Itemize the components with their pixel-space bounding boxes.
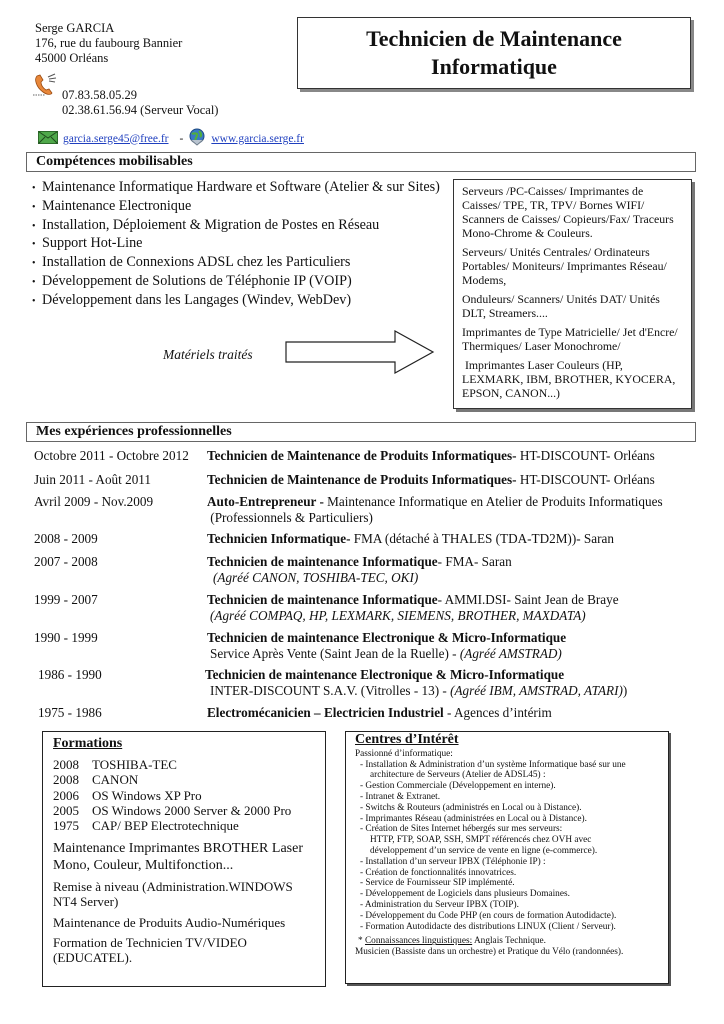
materiel-group: Imprimantes de Type Matricielle/ Jet d'Encre/ Thermiques/ Laser Monochrome/ bbox=[462, 325, 678, 353]
skill-item: • Support Hot-Line bbox=[32, 235, 143, 252]
experience-row bbox=[38, 705, 552, 721]
experience-title: Technicien de maintenance Electronique & Micro-Informatique bbox=[207, 630, 567, 645]
skill-item: • Installation de Connexions ADSL chez les Particuliers bbox=[32, 254, 351, 271]
links-row bbox=[38, 128, 304, 149]
job-title-box bbox=[297, 17, 691, 89]
formation-paragraph: Formation de Technicien TV/VIDEO (EDUCATEL). bbox=[53, 934, 247, 966]
skill-item: • Installation, Déploiement & Migration de Postes en Réseau bbox=[32, 216, 380, 233]
interet-item: - Création de Sites Internet hébergés sur mes serveurs: bbox=[360, 824, 563, 835]
formation-row: 2008 CANON bbox=[53, 772, 139, 788]
skill-item: • Développement dans les Langages (Windev, WebDev) bbox=[32, 291, 352, 308]
languages-value: Anglais Technique. bbox=[472, 936, 546, 947]
job-title-line1: Technicien de Maintenance bbox=[366, 26, 622, 51]
arrow-right-icon bbox=[285, 330, 435, 379]
experience-detail: - Agences d’intérim bbox=[443, 705, 552, 720]
hobbies-line: Musicien (Bassiste dans un orchestre) et Pratique du Vélo (randonnées). bbox=[355, 947, 624, 958]
interet-item: - Administration du Serveur IPBX (TOIP). bbox=[360, 899, 519, 910]
interets-intro: Passionné d’informatique: bbox=[355, 748, 453, 759]
experience-title: Electromécanicien – Electricien Industriel bbox=[207, 705, 444, 720]
phone-icon bbox=[33, 73, 59, 102]
globe-icon bbox=[188, 128, 206, 149]
phone-mobile: 07.83.58.05.29 bbox=[62, 88, 137, 102]
languages-label: Connaissances linguistiques: bbox=[364, 936, 473, 947]
experience-period: 1999 - 2007 bbox=[34, 592, 98, 607]
email-link[interactable]: garcia.serge45@free.fr bbox=[63, 132, 169, 145]
experience-detail: HT-DISCOUNT- Orléans bbox=[516, 472, 655, 487]
experience-period: 2007 - 2008 bbox=[34, 554, 98, 569]
experience-detail: FMA (détaché à THALES (TDA-TD2M))- Saran bbox=[350, 531, 614, 546]
experience-agreement: (Agréé CANON, TOSHIBA-TEC, OKI) bbox=[213, 570, 419, 585]
skill-item: • Maintenance Informatique Hardware et Software (Atelier & sur Sites) bbox=[32, 179, 440, 195]
experience-sub: Service Après Vente (Saint Jean de la Ruelle) - bbox=[210, 646, 460, 661]
languages-line: * Connaissances linguistiques: Anglais Technique. bbox=[358, 936, 546, 947]
formations-heading: Formations bbox=[53, 736, 123, 751]
experience-row bbox=[34, 494, 663, 525]
materiel-group: Onduleurs/ Scanners/ Unités DAT/ Unités DLT, Streamers.... bbox=[462, 292, 660, 320]
interet-item: - Développement de Logiciels dans plusieurs Domaines. bbox=[360, 889, 570, 900]
formations-box bbox=[42, 731, 326, 987]
experience-period: Avril 2009 - Nov.2009 bbox=[34, 494, 154, 509]
experience-period: 1986 - 1990 bbox=[38, 667, 102, 682]
formation-paragraph: Maintenance de Produits Audio-Numériques bbox=[53, 914, 286, 930]
experience-period: Octobre 2011 - Octobre 2012 bbox=[34, 448, 189, 463]
experience-title: Technicien de Maintenance de Produits Informatiques- bbox=[207, 448, 517, 463]
job-title-line2: Informatique bbox=[431, 54, 557, 79]
formation-row: 2005 OS Windows 2000 Server & 2000 Pro bbox=[53, 802, 292, 818]
interet-item: - Intranet & Extranet. bbox=[360, 791, 441, 802]
person-name: Serge GARCIA bbox=[35, 21, 115, 35]
interets-heading: Centres d’Intérêt bbox=[355, 732, 459, 747]
experience-title: Technicien Informatique- bbox=[207, 531, 351, 546]
interet-item: - Imprimantes Réseau (administrées en Local ou à Distance). bbox=[360, 813, 587, 824]
experience-period: 2008 - 2009 bbox=[34, 531, 98, 546]
experience-agreement: (Agréé COMPAQ, HP, LEXMARK, SIEMENS, BROTHER, MAXDATA) bbox=[210, 608, 586, 623]
experience-row bbox=[34, 592, 619, 623]
interet-item: - Installation & Administration d’un système Informatique basé sur une bbox=[360, 759, 626, 770]
website-link[interactable]: www.garcia.serge.fr bbox=[211, 132, 304, 145]
interet-item: - Formation Autodidacte des distributions LINUX (Client / Serveur). bbox=[360, 921, 616, 932]
interet-item: HTTP, FTP, SOAP, SSH, SMPT référencés chez OVH avec bbox=[370, 835, 592, 846]
address-line1: 176, rue du faubourg Bannier bbox=[35, 36, 183, 50]
experience-row bbox=[34, 630, 567, 661]
materiel-group: Serveurs /PC-Caisses/ Imprimantes de Caisses/ TPE, TR, TPV/ Bornes WIFI/ Scanners de Caisses/ Copieurs/Fax/ Traceurs Mono-Chrome & Couleurs. bbox=[462, 184, 674, 240]
materiel-group: Imprimantes Laser Couleurs (HP, LEXMARK, IBM, BROTHER, KYOCERA, EPSON, CANON...) bbox=[462, 358, 679, 400]
skills-list bbox=[32, 179, 440, 311]
materiel-group: Serveurs/ Unités Centrales/ Ordinateurs Portables/ Moniteurs/ Imprimantes Réseau/ Modems, bbox=[462, 245, 667, 287]
interet-item: développement d’un service de vente en ligne (e-commerce). bbox=[370, 845, 598, 856]
experience-detail: Maintenance Informatique en Atelier de Produits Informatiques bbox=[323, 494, 663, 509]
experience-title: Technicien de Maintenance de Produits Informatiques- bbox=[207, 472, 517, 487]
experience-agreement: (Agréé AMSTRAD) bbox=[459, 646, 562, 661]
experience-detail: - FMA- Saran bbox=[437, 554, 512, 569]
experience-row bbox=[34, 531, 614, 547]
interet-item: - Développement du Code PHP (en cours de formation Autodidacte). bbox=[360, 910, 617, 921]
formation-paragraph: Remise à niveau (Administration.WINDOWS NT4 Server) bbox=[53, 879, 293, 910]
formation-brother: Maintenance Imprimantes BROTHER Laser Mono, Couleur, Multifonction... bbox=[53, 841, 303, 874]
formation-row: 2008 TOSHIBA-TEC bbox=[53, 757, 177, 773]
formation-row: 2006 OS Windows XP Pro bbox=[53, 787, 202, 803]
experience-detail: - AMMI.DSI- Saint Jean de Braye bbox=[437, 592, 619, 607]
experience-row bbox=[34, 472, 655, 488]
phone-voice-server: 02.38.61.56.94 (Serveur Vocal) bbox=[62, 103, 219, 117]
interets-box bbox=[345, 731, 669, 984]
materiels-box bbox=[453, 179, 692, 409]
experience-title: Technicien de maintenance Informatique bbox=[207, 592, 438, 607]
interet-item: - Switchs & Routeurs (administrés en Local ou à Distance). bbox=[360, 802, 582, 813]
experience-row bbox=[34, 448, 655, 464]
experience-detail: HT-DISCOUNT- Orléans bbox=[516, 448, 655, 463]
formation-row: 1975 CAP/ BEP Electrotechnique bbox=[53, 818, 239, 834]
skill-item: • Maintenance Electronique bbox=[32, 197, 192, 214]
experience-sub: INTER-DISCOUNT S.A.V. (Vitrolles - 13) - bbox=[210, 683, 451, 698]
experience-agreement: (Agréé IBM, AMSTRAD, ATARI) bbox=[450, 683, 623, 698]
interet-item: - Service de Fournisseur SIP implémenté. bbox=[360, 878, 515, 889]
interet-item: - Gestion Commerciale (Développement en interne). bbox=[360, 781, 556, 792]
interet-item: - Création de fonctionnalités innovatrices. bbox=[360, 867, 517, 878]
interet-item: - Installation d’un serveur IPBX (Téléphonie IP) : bbox=[360, 856, 546, 867]
experience-period: Juin 2011 - Août 2011 bbox=[34, 472, 151, 487]
separator: - bbox=[179, 132, 184, 145]
experience-period: 1975 - 1986 bbox=[38, 705, 102, 720]
experience-row: 1986 - 1990 Technicien de maintenance Electronique & Micro-Informatique INTER-DISCOUNT S.A.V. (Vitrolles - 13) - (Agréé IBM, AMSTRAD, ATARI)) bbox=[38, 667, 628, 698]
experience-row bbox=[34, 554, 512, 585]
competences-heading: Compétences mobilisables bbox=[26, 152, 696, 172]
experience-title: Technicien de maintenance Informatique bbox=[207, 554, 438, 569]
experiences-heading: Mes expériences professionnelles bbox=[26, 422, 696, 442]
experience-title: Technicien de maintenance Electronique & Micro-Informatique bbox=[205, 667, 565, 682]
address-line2: 45000 Orléans bbox=[35, 51, 109, 65]
materiels-label: Matériels traités bbox=[163, 347, 253, 362]
envelope-icon bbox=[38, 131, 58, 147]
interet-item: architecture de Serveurs (Atelier de ADSL45) : bbox=[370, 770, 546, 781]
experience-period: 1990 - 1999 bbox=[34, 630, 98, 645]
skill-item: • Développement de Solutions de Téléphonie IP (VOIP) bbox=[32, 272, 352, 289]
experience-title: Auto-Entrepreneur - bbox=[207, 494, 324, 509]
experience-sub: (Professionnels & Particuliers) bbox=[207, 510, 373, 525]
contact-block bbox=[35, 21, 182, 66]
phone-numbers bbox=[62, 88, 218, 118]
